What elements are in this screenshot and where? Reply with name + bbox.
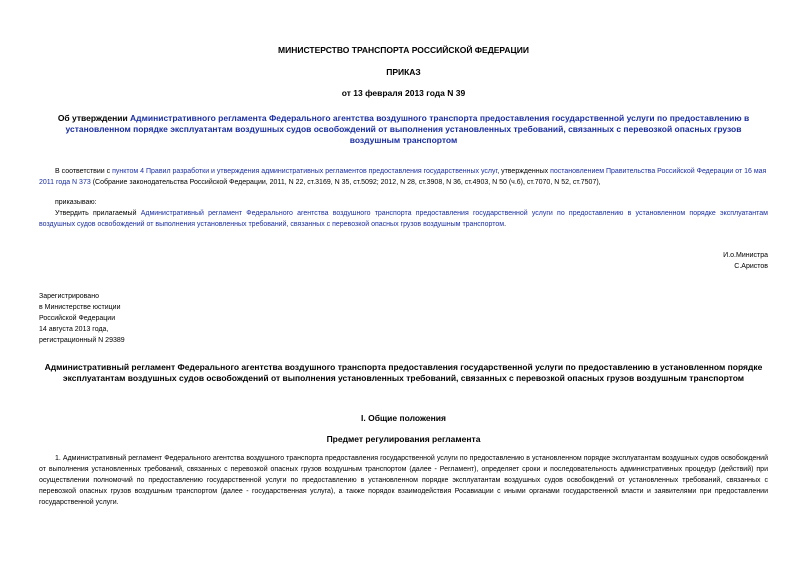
registration-line: Зарегистрировано: [39, 293, 99, 300]
signature-position: И.о.Министра: [723, 252, 768, 259]
preamble-text-3: (Собрание законодательства Российской Федерации, 2011, N 22, ст.3169, N 35, ст.5092; 2012, N 28, ст.3908, N 36, ст.4903, N 50 (ч.6), ст.7070, N 52, ст.7507),: [90, 179, 601, 186]
order-item-end: .: [504, 221, 507, 228]
subsection-heading: Предмет регулирования регламента: [326, 434, 481, 444]
regulation-title: Административный регламент Федерального агентства воздушного транспорта предоставления государственной услуги по предоставлению в установленном порядке эксплуатантам воздушных судов освобождений от выполнения установленных требований, связанных с перевозкой опасных грузов воздушным транспортом: [44, 362, 763, 383]
signature-name: С.Аристов: [734, 263, 768, 270]
doc-type-heading: ПРИКАЗ: [386, 67, 421, 77]
registration-line: регистрационный N 29389: [39, 337, 125, 344]
ministry-heading: МИНИСТЕРСТВО ТРАНСПОРТА РОССИЙСКОЙ ФЕДЕРАЦИИ: [278, 45, 529, 55]
government-decree-link[interactable]: постановлением Правительства Российской Федерации от 16 мая 2011 года N 373: [39, 168, 767, 186]
order-date-number: от 13 февраля 2013 года N 39: [341, 88, 466, 98]
preamble-paragraph: [39, 166, 768, 188]
order-title: [45, 113, 762, 146]
section-heading: I. Общие положения: [361, 413, 446, 423]
regulation-link[interactable]: Административный регламент Федерального агентства воздушного транспорта предоставления государственной услуги по предоставлению в установленном порядке эксплуатантам воздушных судов освобождений от выполнения установленных требований, связанных с перевозкой опасных грузов воздушным транспортом: [39, 210, 768, 228]
registration-block: [39, 291, 125, 346]
registration-line: 14 августа 2013 года,: [39, 326, 109, 333]
regulation-paragraph-1: 1. Административный регламент Федерального агентства воздушного транспорта предоставления государственной услуги по предоставлению в установленном порядке эксплуатантам воздушных судов освобождений от выполнения установленных требований, связанных с перевозкой опасных грузов воздушным транспортом (далее - Регламент), определяет сроки и последовательность административных процедур (действий) при осуществлении полномочий по предоставлению государственной услуги по предоставлению в установленном порядке эксплуатантам воздушных судов освобождений от установленных требований, связанных с перевозкой опасных грузов воздушным транспортом (далее - государственная услуга), а также порядок взаимодействия Росавиации с иными органами государственной власти и заявителями при предоставлении государственной услуги.: [39, 455, 768, 506]
order-item-text: Утвердить прилагаемый: [55, 210, 141, 217]
order-title-prefix: Об утверждении: [57, 113, 131, 123]
order-item: [39, 208, 768, 230]
registration-line: в Министерстве юстиции: [39, 304, 121, 311]
order-verb: приказываю:: [55, 199, 97, 206]
signature-block: [723, 250, 768, 272]
order-title-link[interactable]: Административного регламента Федерального агентства воздушного транспорта предоставления государственной услуги по предоставлению в установленном порядке эксплуатантам воздушных судов освобождений от выполнения установленных требований, связанных с перевозкой опасных грузов воздушным транспортом: [65, 113, 750, 145]
rules-link[interactable]: пунктом 4 Правил разработки и утверждения административных регламентов предоставления государственных услуг: [112, 168, 498, 175]
registration-line: Российской Федерации: [39, 315, 116, 322]
preamble-text-2: , утвержденных: [497, 168, 551, 175]
preamble-text-1: В соответствии с: [55, 168, 113, 175]
